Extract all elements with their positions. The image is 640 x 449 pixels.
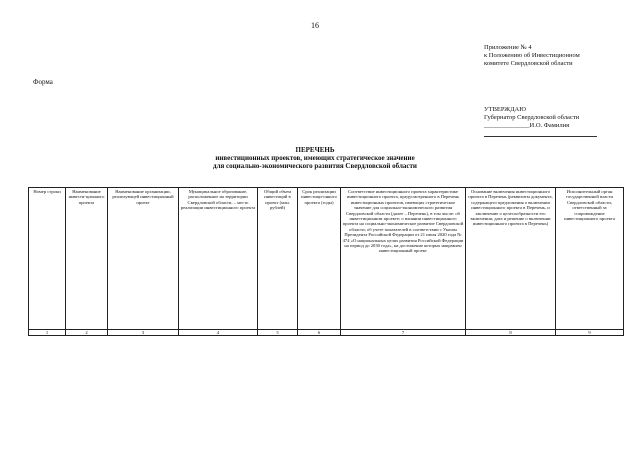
header-project-name: Наименование инвести-ционного проекта [66,188,108,330]
title-heading: ПЕРЕЧЕНЬ [295,146,335,154]
form-label: Форма [33,78,53,86]
approval-block [484,106,634,137]
title-subheading-2: для социально-экономического развития Свердловской области [213,162,417,170]
approval-signature-line: ______________И.О. Фамилия [484,122,570,129]
document-title [150,146,480,170]
header-duration: Срок реализации инвестици-онного проекта (годы) [298,188,341,330]
column-number: 8 [466,330,556,336]
header-compliance: Соответствие инвестиционного проекта характеристике инвестиционного проекта, предусмотренного в Перечень инвестиционных проектов, имеющих стратегическое значение для социально-экономического развития Свердловской области (далее – Перечень), в том числе: об инвестиционном проекте; о влиянии инвестиционного проекта на социально-экономическое развитие Свердловской области; об учете показателей в соответствии с Указом Президента Российской Федерации от 21 июля 2020 года № 474 «О национальных целях развития Российской Федерации на период до 2030 года», на достижение которых направлен инвестиционный проект [341,188,466,330]
column-number: 2 [66,330,108,336]
appendix-line-1: Приложение № 4 [484,44,532,51]
column-number: 7 [341,330,466,336]
header-responsible-body: Исполнительный орган государственной власти Свердловской области, ответственный за сопровождение инвестиционного проекта [556,188,624,330]
appendix-reference [484,44,634,68]
table-header-row [29,188,624,330]
column-number: 4 [179,330,258,336]
title-subheading-1: инвестиционных проектов, имеющих стратегическое значение [215,154,415,162]
projects-table [28,187,624,336]
table-number-row [29,330,624,336]
appendix-line-3: комитете Свердловской области [484,60,573,67]
column-number: 3 [108,330,179,336]
header-investment-volume: Общий объем инвестиций в проект (млн. рублей) [258,188,298,330]
column-number: 9 [556,330,624,336]
column-number: 1 [29,330,66,336]
header-row-number: Номер строки [29,188,66,330]
header-municipality: Муниципальное образование, расположенное на территории Свердловской области, – место реализации инвестиционного проекта [179,188,258,330]
approval-signer-title: Губернатор Свердловской области [484,114,580,121]
header-inclusion-basis: Основание включения инвестиционного проекта в Перечень (реквизиты документа, содержащего предложения о включении инвестиционного проекта в Перечень, и заключение о целесообразности его включения; дата и решение о включении инвестиционного проекта в Перечень) [466,188,556,330]
appendix-line-2: к Положению об Инвестиционном [484,52,580,59]
header-organization: Наименование организации, реализующей инвестиционный проект [108,188,179,330]
approval-heading: УТВЕРЖДАЮ [484,106,526,113]
page-number: 16 [311,21,319,30]
column-number: 5 [258,330,298,336]
column-number: 6 [298,330,341,336]
approval-underline [484,136,597,137]
